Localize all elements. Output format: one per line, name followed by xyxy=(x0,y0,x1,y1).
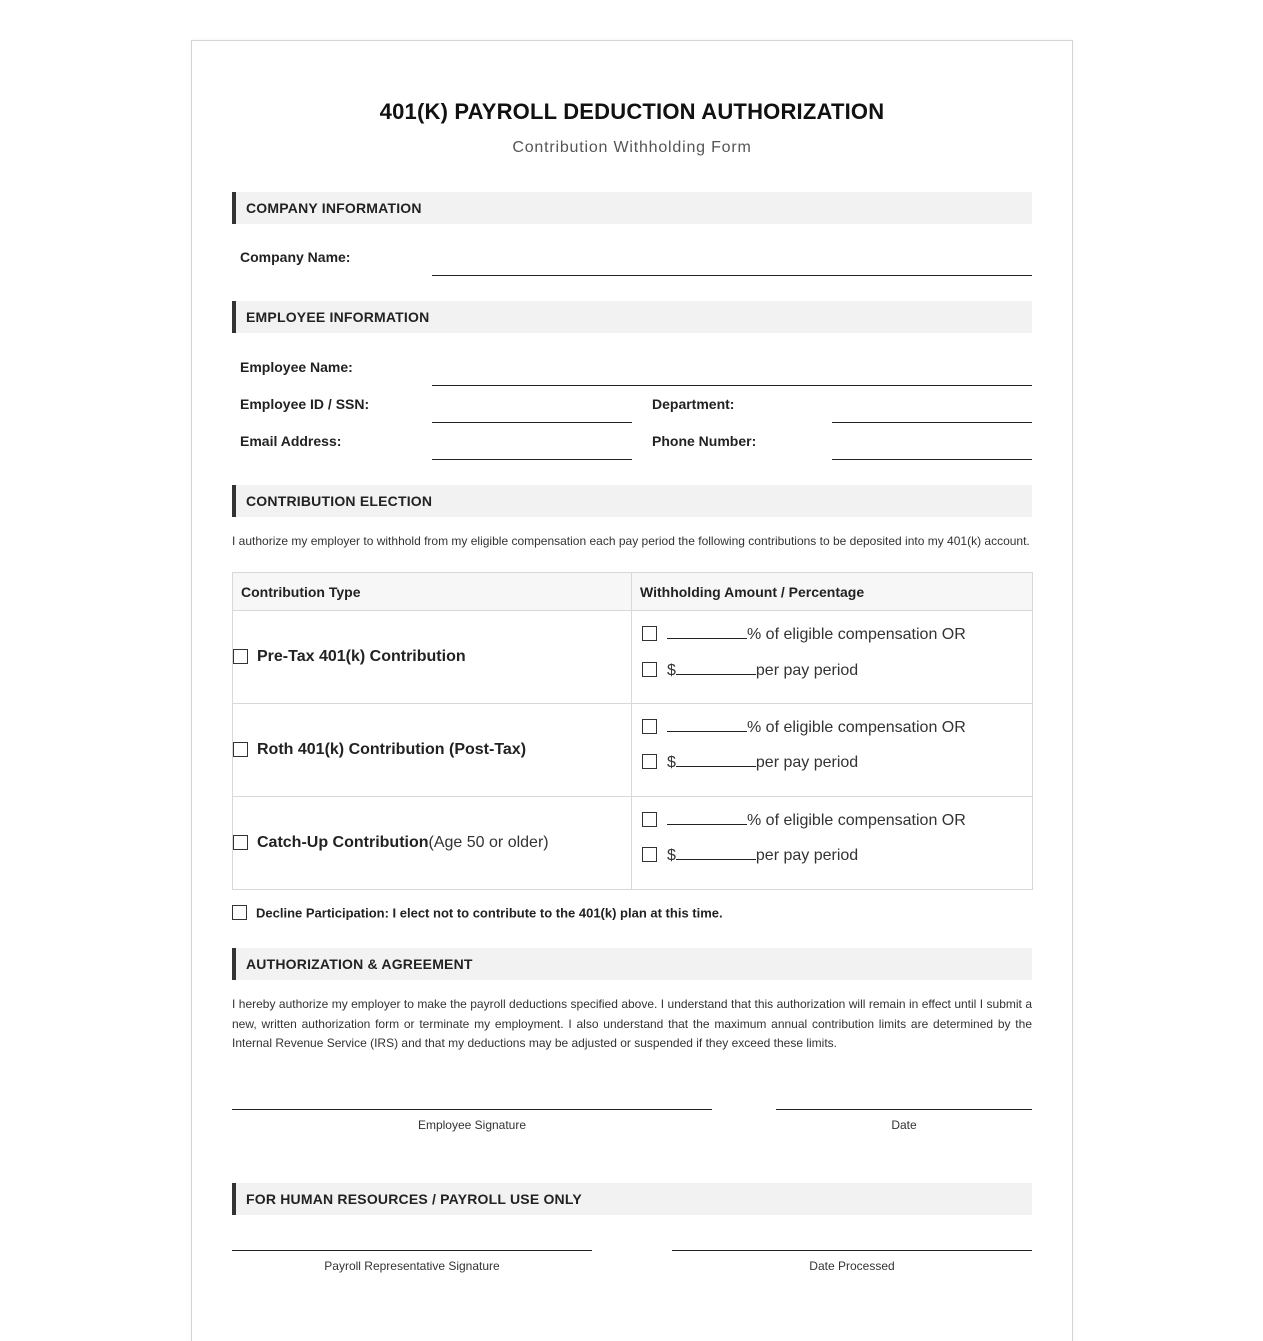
percent-suffix: % of eligible compensation OR xyxy=(747,626,966,643)
column-header-amount: Withholding Amount / Percentage xyxy=(632,573,1033,611)
email-label: Email Address: xyxy=(240,433,342,449)
contribution-type-name: Pre-Tax 401(k) Contribution xyxy=(257,647,466,665)
percent-checkbox[interactable] xyxy=(642,719,657,734)
percent-suffix: % of eligible compensation OR xyxy=(747,812,966,829)
form-title: 401(K) PAYROLL DEDUCTION AUTHORIZATION xyxy=(379,99,885,124)
amount-cell xyxy=(632,704,1033,797)
contribution-table xyxy=(232,572,1033,890)
department-field[interactable] xyxy=(832,422,1032,423)
section-heading: FOR HUMAN RESOURCES / PAYROLL USE ONLY xyxy=(246,1191,582,1207)
dollar-checkbox[interactable] xyxy=(642,662,657,677)
date-processed-line[interactable] xyxy=(672,1250,1032,1251)
date-caption: Date xyxy=(891,1118,917,1132)
dollar-prefix: $ xyxy=(667,847,676,864)
payroll-rep-signature-line[interactable] xyxy=(232,1250,592,1251)
percent-checkbox[interactable] xyxy=(642,812,657,827)
payroll-rep-signature-caption: Payroll Representative Signature xyxy=(324,1259,500,1273)
percent-blank[interactable] xyxy=(667,810,747,825)
form-subtitle: Contribution Withholding Form xyxy=(512,139,752,156)
company-name-label: Company Name: xyxy=(240,249,351,265)
decline-label: Decline Participation: I elect not to contribute to the 401(k) plan at this time. xyxy=(256,905,723,921)
section-heading: AUTHORIZATION & AGREEMENT xyxy=(246,956,473,972)
phone-label: Phone Number: xyxy=(652,433,757,449)
type-cell xyxy=(233,797,632,890)
dollar-blank[interactable] xyxy=(676,660,756,675)
decline-checkbox[interactable] xyxy=(232,905,247,920)
amount-cell xyxy=(632,797,1033,890)
contribution-type-note: (Age 50 or older) xyxy=(428,833,549,851)
section-heading: CONTRIBUTION ELECTION xyxy=(246,493,433,509)
table-row xyxy=(233,611,1033,704)
form-page xyxy=(191,40,1073,1341)
section-header-contribution xyxy=(232,485,1032,517)
decline-option xyxy=(232,904,723,922)
section-header-employee xyxy=(232,301,1032,333)
employee-name-label: Employee Name: xyxy=(240,359,353,375)
employee-id-label: Employee ID / SSN: xyxy=(240,396,370,412)
section-header-hr xyxy=(232,1183,1032,1215)
dollar-suffix: per pay period xyxy=(755,662,859,679)
section-heading: EMPLOYEE INFORMATION xyxy=(246,309,430,325)
contribution-type-name: Catch-Up Contribution xyxy=(257,833,429,851)
phone-field[interactable] xyxy=(832,459,1032,460)
percent-blank[interactable] xyxy=(667,717,747,732)
dollar-blank[interactable] xyxy=(676,752,756,767)
percent-suffix: % of eligible compensation OR xyxy=(747,719,966,736)
employee-id-field[interactable] xyxy=(432,422,632,423)
date-line[interactable] xyxy=(776,1109,1032,1110)
type-cell xyxy=(233,611,632,704)
email-field[interactable] xyxy=(432,459,632,460)
employee-signature-line[interactable] xyxy=(232,1109,712,1110)
percent-blank[interactable] xyxy=(667,624,747,639)
dollar-checkbox[interactable] xyxy=(642,754,657,769)
dollar-checkbox[interactable] xyxy=(642,847,657,862)
pretax-checkbox[interactable] xyxy=(233,649,248,664)
section-header-authorization xyxy=(232,948,1032,980)
roth-checkbox[interactable] xyxy=(233,742,248,757)
employee-signature-caption: Employee Signature xyxy=(417,1118,527,1132)
contribution-intro: I authorize my employer to withhold from my eligible compensation each pay period the following contributions to be deposited into my 401(k) account. xyxy=(232,534,1030,548)
dollar-prefix: $ xyxy=(667,662,676,679)
dollar-blank[interactable] xyxy=(676,845,756,860)
dollar-prefix: $ xyxy=(667,754,676,771)
contribution-type-name: Roth 401(k) Contribution (Post-Tax) xyxy=(257,740,527,758)
catchup-checkbox[interactable] xyxy=(233,835,248,850)
section-heading: COMPANY INFORMATION xyxy=(246,200,422,216)
employee-name-field[interactable] xyxy=(432,385,1032,386)
dollar-suffix: per pay period xyxy=(755,847,859,864)
company-name-field[interactable] xyxy=(432,275,1032,276)
dollar-suffix: per pay period xyxy=(755,754,859,771)
table-row xyxy=(233,797,1033,890)
type-cell xyxy=(233,704,632,797)
date-processed-caption: Date Processed xyxy=(809,1259,895,1273)
column-header-type: Contribution Type xyxy=(233,573,632,611)
section-header-company xyxy=(232,192,1032,224)
percent-checkbox[interactable] xyxy=(642,626,657,641)
table-row xyxy=(233,704,1033,797)
department-label: Department: xyxy=(652,396,735,412)
authorization-text: I hereby authorize my employer to make the payroll deductions specified above. I understand that this authorization will remain in effect until I submit a new, written authorization form or terminate my employment. I also understand that the maximum annual contribution limits are determined by the Internal Revenue Service (IRS) and that my deductions may be adjusted or suspended if they exceed these limits. xyxy=(232,997,1032,1050)
amount-cell xyxy=(632,611,1033,704)
